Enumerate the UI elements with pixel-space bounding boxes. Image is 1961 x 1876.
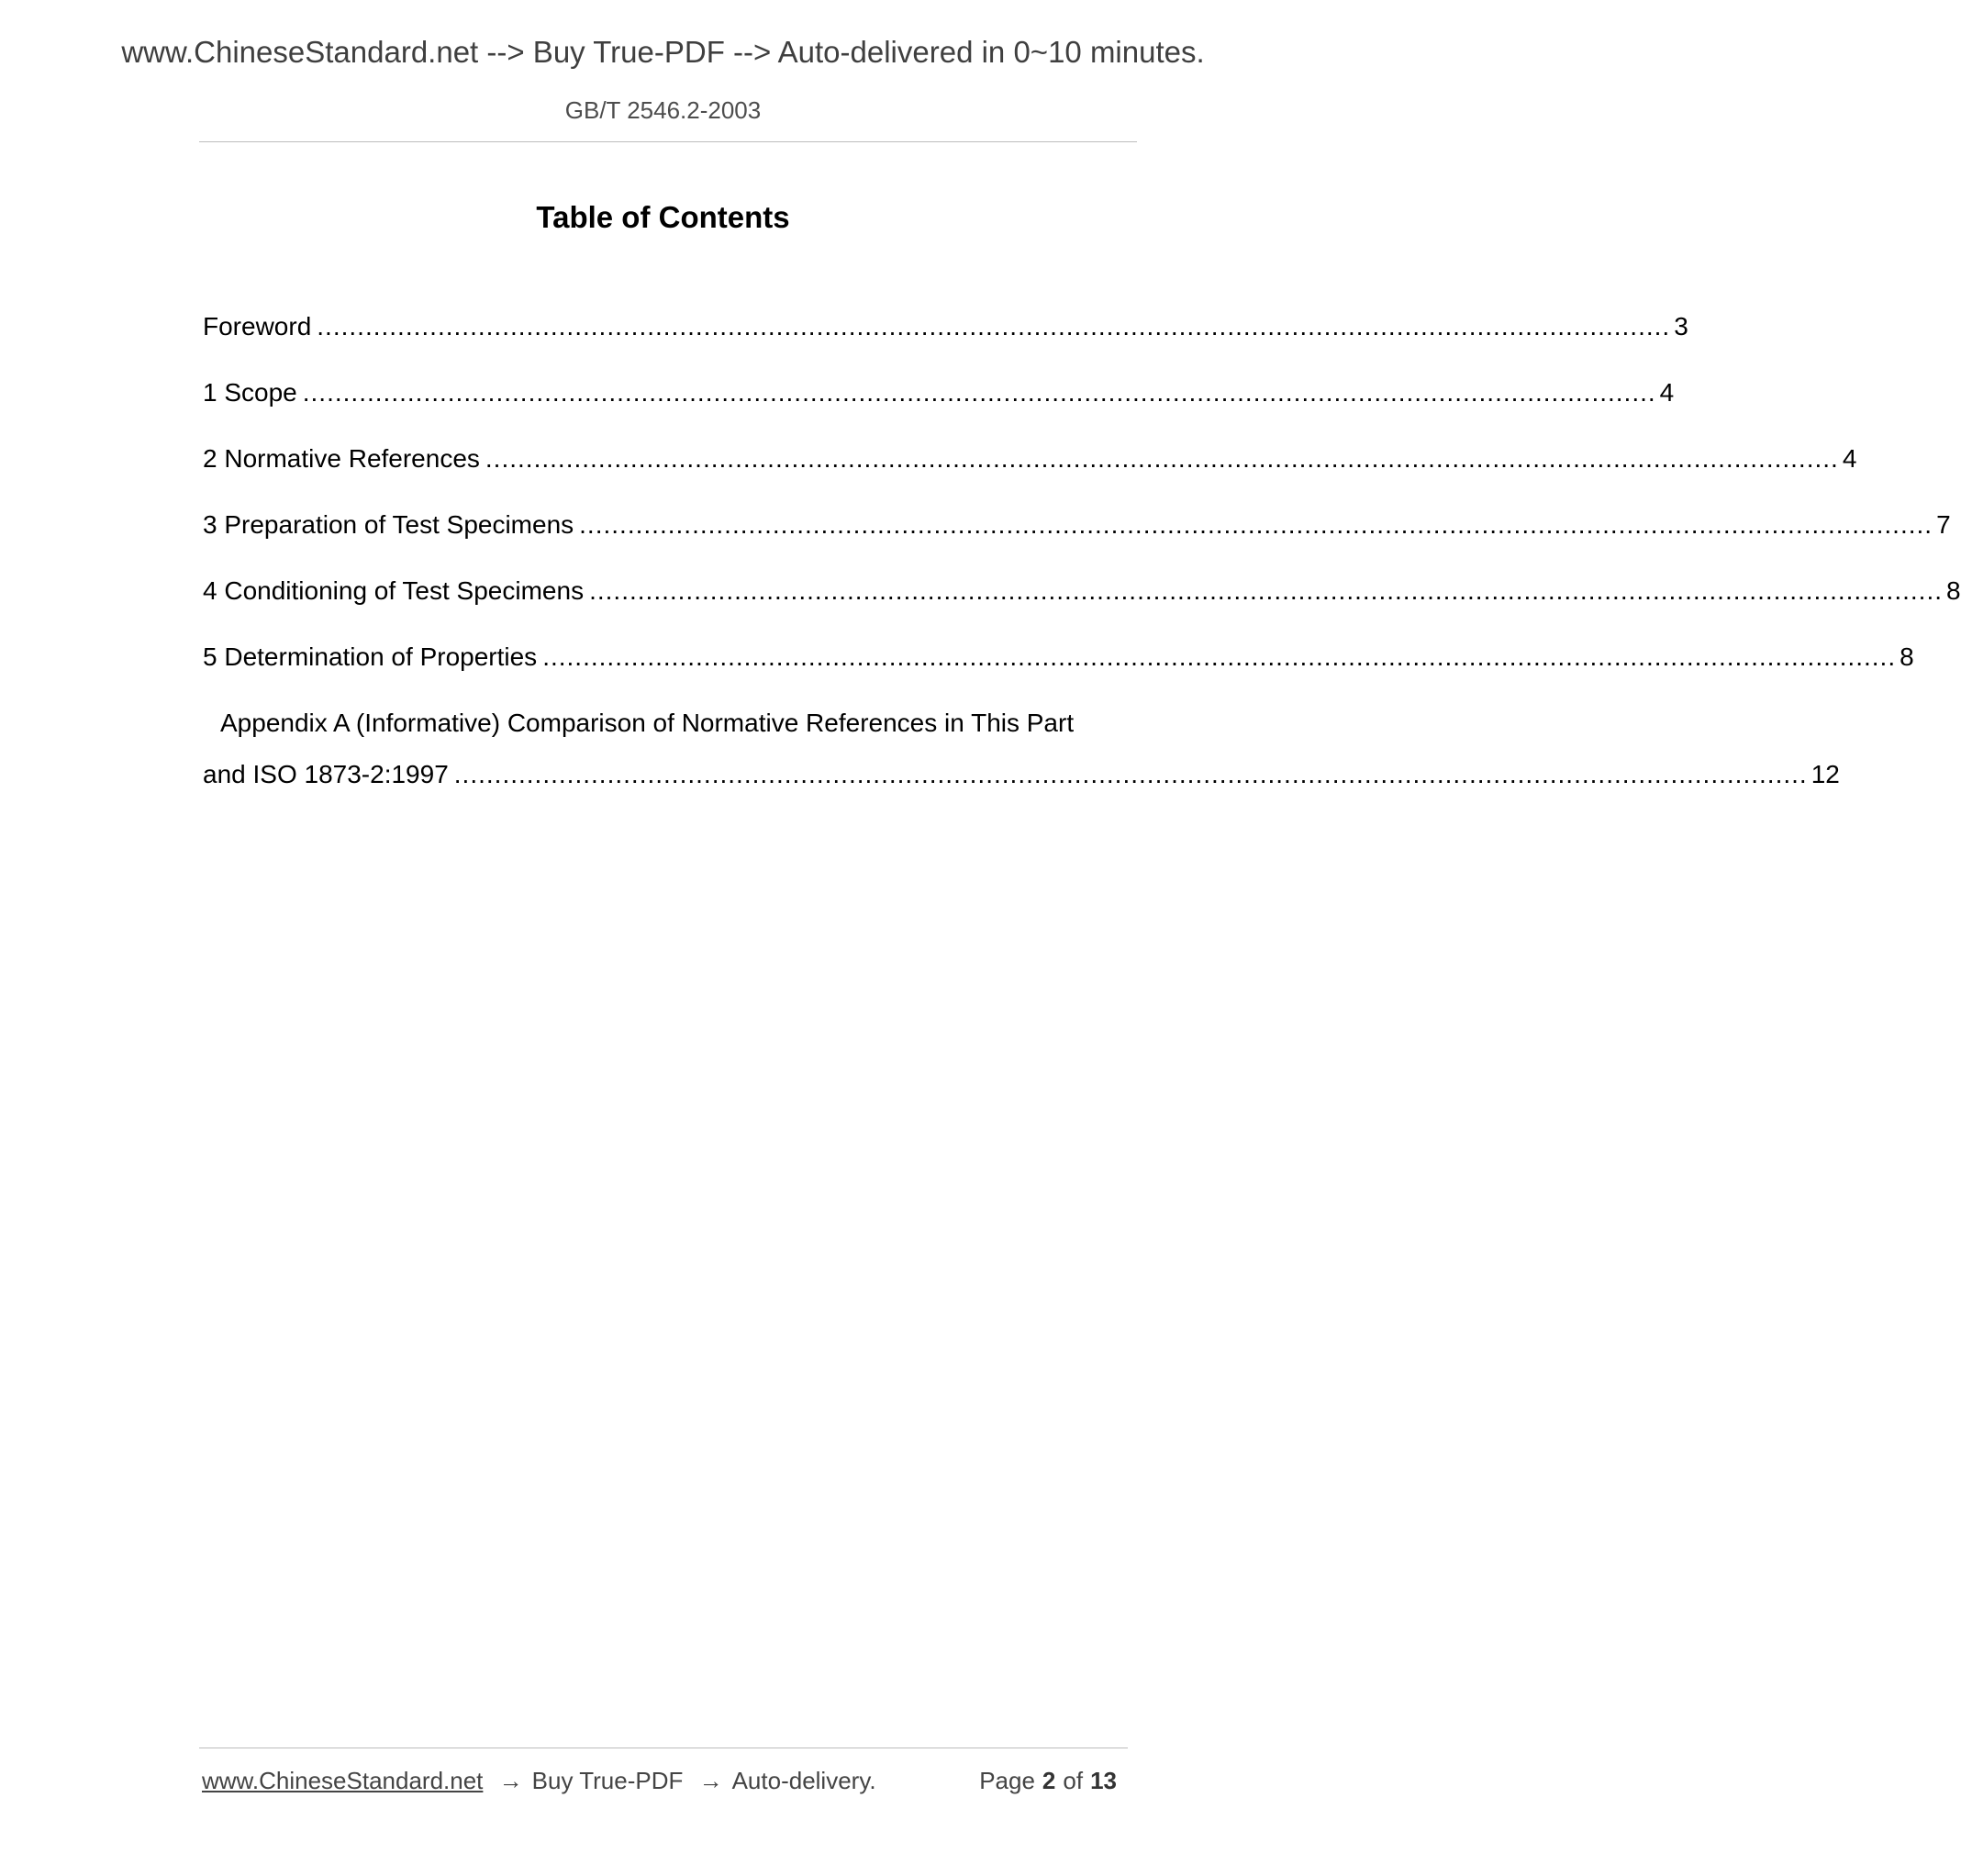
toc-entry-label: 1 Scope xyxy=(203,378,297,407)
toc-entry-page: 8 xyxy=(1946,576,1961,605)
footer-delivery-text: Auto-delivery. xyxy=(731,1767,876,1794)
header-divider xyxy=(199,141,1137,142)
document-number: GB/T 2546.2-2003 xyxy=(564,96,762,124)
arrow-right-icon: → xyxy=(498,1767,523,1794)
page-current: 2 xyxy=(1042,1767,1056,1794)
toc-entry-appendix-line2[interactable] xyxy=(203,758,1840,791)
top-banner: www.ChineseStandard.net --> Buy True-PDF --> Auto-delivered in 0~10 minutes. xyxy=(121,35,1205,69)
footer-site-link[interactable]: www.ChineseStandard.net xyxy=(202,1767,484,1794)
toc-entry-normative-references[interactable] xyxy=(203,442,1857,475)
toc-leader: ........................................................................................................................................................................ xyxy=(317,312,1671,341)
arrow-right-icon: → xyxy=(698,1767,723,1794)
toc-entry-label: 4 Conditioning of Test Specimens xyxy=(203,576,585,605)
of-word: of xyxy=(1063,1767,1084,1794)
toc-entry-preparation[interactable] xyxy=(203,508,1951,542)
toc-entry-page: 7 xyxy=(1936,510,1951,539)
toc-entry-appendix-line1[interactable]: Appendix A (Informative) Comparison of Normative References in This Part xyxy=(220,709,1075,737)
toc-entry-label: 2 Normative References xyxy=(203,444,480,473)
toc-leader: ........................................................................................................................................................................ xyxy=(485,444,1839,473)
toc-leader: ........................................................................................................................................................................ xyxy=(542,642,1897,671)
toc-leader: ........................................................................................................................................................................ xyxy=(453,760,1808,788)
toc-entry-page: 4 xyxy=(1842,444,1857,473)
toc-leader: ........................................................................................................................................................................ xyxy=(589,576,1943,605)
page-word: Page xyxy=(979,1767,1035,1794)
footer xyxy=(202,1767,1124,1795)
toc-entry-label: and ISO 1873-2:1997 xyxy=(203,760,449,788)
toc-leader: ........................................................................................................................................................................ xyxy=(302,378,1656,407)
toc-entry-page: 12 xyxy=(1811,760,1840,788)
toc-entry-foreword[interactable] xyxy=(203,310,1688,343)
toc-title: Table of Contents xyxy=(536,200,790,234)
toc-entry-page: 4 xyxy=(1659,378,1675,407)
page-indicator xyxy=(979,1767,1124,1795)
toc-entry-page: 3 xyxy=(1674,312,1688,341)
toc-entry-label: 5 Determination of Properties xyxy=(203,642,538,671)
toc-entry-label: 3 Preparation of Test Specimens xyxy=(203,510,574,539)
toc-entry-scope[interactable] xyxy=(203,376,1675,409)
toc-entry-page: 8 xyxy=(1900,642,1914,671)
page-total: 13 xyxy=(1090,1767,1117,1794)
footer-buy-text: Buy True-PDF xyxy=(531,1767,684,1794)
toc-entry-conditioning[interactable] xyxy=(203,575,1961,608)
toc-entry-label: Foreword xyxy=(203,312,312,341)
toc-leader: ........................................................................................................................................................................ xyxy=(579,510,1933,539)
toc-entry-determination[interactable] xyxy=(203,641,1914,674)
